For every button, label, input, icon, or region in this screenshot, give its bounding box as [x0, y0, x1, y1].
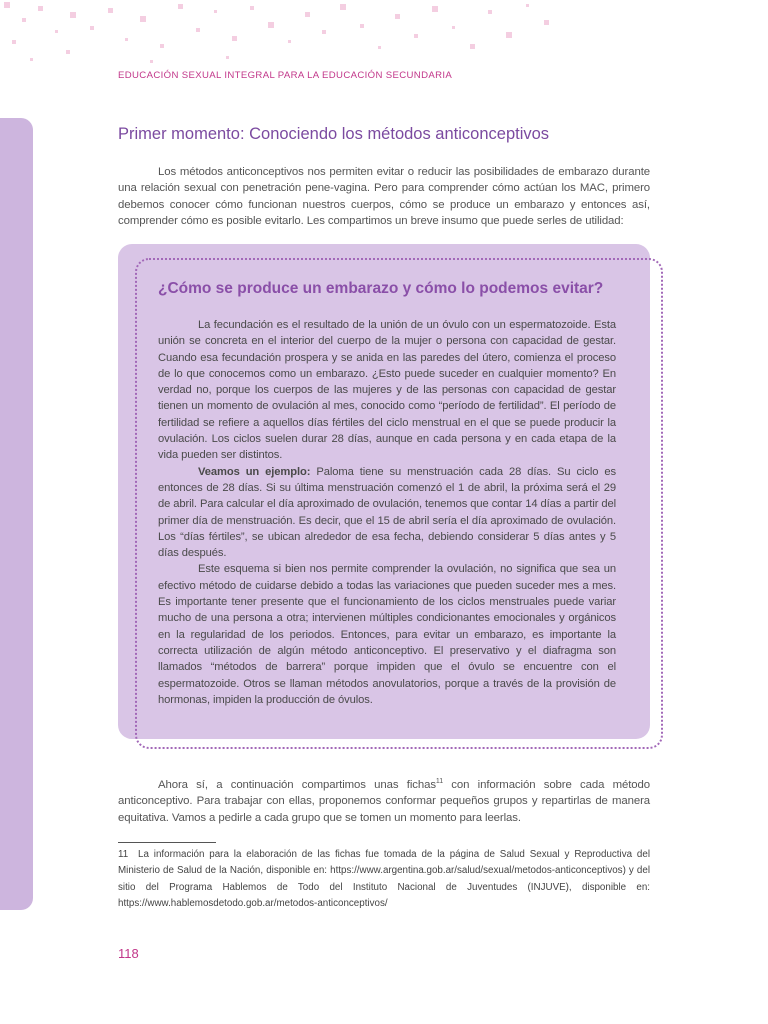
- section-title: Primer momento: Conociendo los métodos anticonceptivos: [118, 125, 550, 143]
- info-box-paragraph-3: Este esquema si bien nos permite comprender la ovulación, no significa que sea un efectivo método de cuidarse debido a todas las variaciones que pueden suceder mes a mes. Es importante tener presente que el funcionamiento de los ciclos menstruales puede variar mucho de una persona a otra; intervienen múltiples condicionantes emocionales y orgánicos en la regularidad de los periodos. Entonces, para evitar un embarazo, es importante la correcta utilización de algún método anticonceptivo. El preservativo y el diafragma son llamados “métodos de barrera” porque impiden que el óvulo se encuentre con el espermatozoide. Otros se llaman métodos anovulatorios, porque a través de la provisión de hormonas, impiden la producción de óvulos.: [158, 563, 616, 706]
- closing-section: [118, 777, 650, 826]
- info-box-paragraph-1: La fecundación es el resultado de la unión de un óvulo con un espermatozoide. Esta unión se concreta en el interior del cuerpo de la mujer o persona con capacidad de gestar. Cuando esa fecundación prospera y se anida en las paredes del útero, comienza el proceso de lo que conocemos como un embarazo. ¿Esto puede suceder en cualquier momento? En verdad no, porque los cuerpos de las mujeres y de las personas con capacidad de gestar tienen un momento de ovulación al mes, conocido como “período de fertilidad”. El período de fertilidad se refiere a aquellos días fértiles del ciclo menstrual en el que se puede producir la ovulación. Los ciclos suelen durar 28 días, aunque en cada persona y en cada etapa de la vida pueden ser distintos.: [158, 319, 616, 462]
- info-box-body: [158, 317, 616, 708]
- closing-text-start: Ahora sí, a continuación compartimos unas fichas: [158, 779, 436, 791]
- intro-section: [118, 164, 650, 229]
- footnote-divider: [118, 842, 216, 843]
- info-box-title: ¿Cómo se produce un embarazo y cómo lo podemos evitar?: [158, 280, 604, 297]
- closing-text-end: con información sobre cada método anticonceptivo. Para trabajar con ellas, proponemos conformar pequeños grupos y repartirlas de manera equitativa. Vamos a pedirle a cada grupo que se tomen un momento para leerlas.: [118, 779, 650, 824]
- closing-paragraph: [118, 777, 650, 826]
- side-tab-decoration: [0, 118, 33, 910]
- example-lead: Veamos un ejemplo:: [198, 465, 311, 478]
- running-header: EDUCACIÓN SEXUAL INTEGRAL PARA LA EDUCACIÓN SECUNDARIA: [118, 70, 453, 81]
- page-number: 118: [118, 946, 139, 961]
- intro-paragraph: Los métodos anticonceptivos nos permiten evitar o reducir las posibilidades de embarazo durante una relación sexual con penetración pene-vagina. Pero para comprender cómo actúan los MAC, primero debemos conocer cómo funcionan nuestros cuerpos, cómo se produce un embarazo y entonces así, comprender cómo es posible evitarlo. Les compartimos un breve insumo que puede serles de utilidad:: [118, 166, 650, 227]
- footnote-text: La información para la elaboración de las fichas fue tomada de la página de Salud Sexual y Reproductiva del Ministerio de Salud de la Nación, disponible en: https://www.argentina.gob.ar/salud/sexual/metodos-anticonceptivos) y del sitio del Programa Hablemos de Todo del Instituto Nacional de Juventudes (INJUVE), disponible en: https://www.hablemosdetodo.gob.ar/metodos-anticonceptivos/: [118, 849, 650, 909]
- footnote: [118, 847, 650, 912]
- example-text: Paloma tiene su menstruación cada 28 días. Su ciclo es entonces de 28 días. Si su última menstruación comenzó el 1 de abril, la próxima será el 29 de abril. Para calcular el día aproximado de ovulación, tenemos que contar 14 días a partir del primer día de menstruación. Es decir, que el 15 de abril sería el día aproximado de ovulación. Los “días fértiles”, se ubican alrededor de esa fecha, debiendo considerar 5 días antes y 5 días después.: [158, 465, 616, 560]
- footnote-number: 11: [118, 849, 129, 860]
- footnote-reference: 11: [435, 778, 443, 786]
- info-box-example-paragraph: [158, 464, 616, 562]
